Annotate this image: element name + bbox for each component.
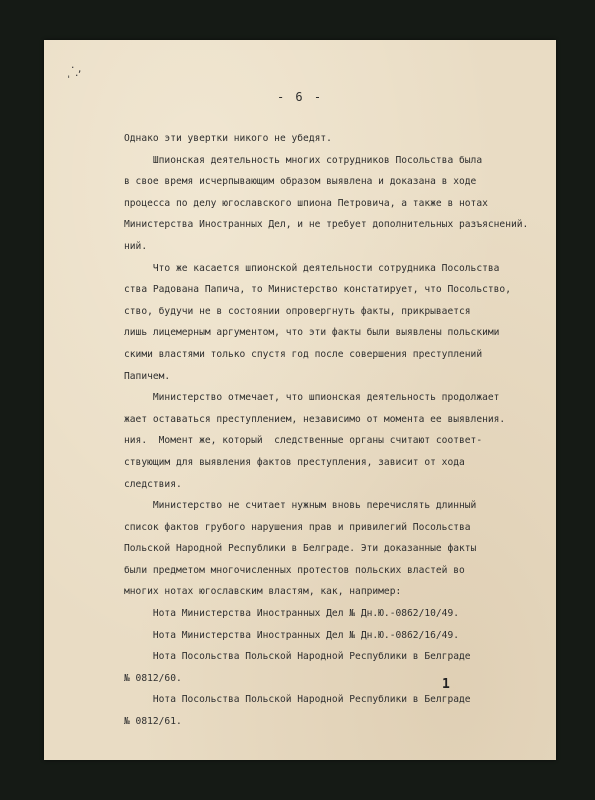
text-line: многих нотах югославским властям, как, например: bbox=[124, 586, 402, 598]
text-line: № 0812/61. bbox=[124, 716, 182, 728]
page-number: - 6 - bbox=[276, 90, 324, 104]
text-line: № 0812/60. bbox=[124, 672, 182, 684]
text-line: Нота Посольства Польской Народной Республики в Белграде bbox=[124, 651, 471, 663]
text-line: следствия. bbox=[124, 478, 182, 490]
text-line: Польской Народной Республики в Белграде. Эти доказанные факты bbox=[124, 543, 477, 555]
speck-mark: . bbox=[74, 69, 80, 79]
text-line: список фактов грубого нарушения прав и привилегий Посольства bbox=[124, 521, 471, 533]
text-line: Папичем. bbox=[124, 370, 171, 382]
text-line: Министерства Иностранных Дел, и не требует дополнительных разъяснений. bbox=[124, 219, 529, 231]
text-line: Нота Министерства Иностранных Дел № Дн.Ю.-0862/10/49. bbox=[124, 608, 460, 620]
handwritten-page-mark: 1 bbox=[442, 677, 450, 692]
text-line: Однако эти увертки никого не убедят. bbox=[124, 133, 332, 144]
speck-mark: , bbox=[77, 65, 83, 75]
text-line: в свое время исчерпывающим образом выявлена и доказана в ходе bbox=[124, 176, 477, 188]
text-line: ния. Момент же, который следственные органы считают соответ- bbox=[124, 435, 483, 447]
text-line: Нота Министерства Иностранных Дел № Дн.Ю.-0862/16/49. bbox=[124, 629, 460, 641]
document-body bbox=[124, 128, 544, 733]
text-line: жает оставаться преступлением, независимо от момента ее выявления. bbox=[124, 413, 506, 425]
text-line: лишь лицемерным аргументом, что эти факты были выявлены польскими bbox=[124, 327, 500, 339]
text-line: были предметом многочисленных протестов польских властей во bbox=[124, 564, 465, 576]
text-line: ство, будучи не в состоянии опровергнуть факты, прикрывается bbox=[124, 305, 471, 317]
speck-mark: . bbox=[70, 61, 76, 71]
text-line: ства Радована Папича, то Министерство констатирует, что Посольство, bbox=[124, 284, 511, 296]
text-line: ствующим для выявления фактов преступления, зависит от хода bbox=[124, 456, 465, 468]
text-line: Шпионская деятельность многих сотрудников Посольства была bbox=[124, 154, 483, 166]
text-line: процесса по делу югославского шпиона Петровича, а также в нотах bbox=[124, 197, 488, 209]
speck-mark: ' bbox=[66, 75, 72, 85]
text-line: Нота Посольства Польской Народной Республики в Белграде bbox=[124, 694, 471, 706]
text-line: Что же касается шпионской деятельности сотрудника Посольства bbox=[124, 262, 500, 274]
text-line: Министерство отмечает, что шпионская деятельность продолжает bbox=[124, 392, 500, 404]
text-line: скими властями только спустя год после совершения преступлений bbox=[124, 348, 483, 360]
text-line: ний. bbox=[124, 240, 148, 252]
document-page bbox=[44, 40, 556, 760]
text-line: Министерство не считает нужным вновь перечислять длинный bbox=[124, 500, 477, 512]
